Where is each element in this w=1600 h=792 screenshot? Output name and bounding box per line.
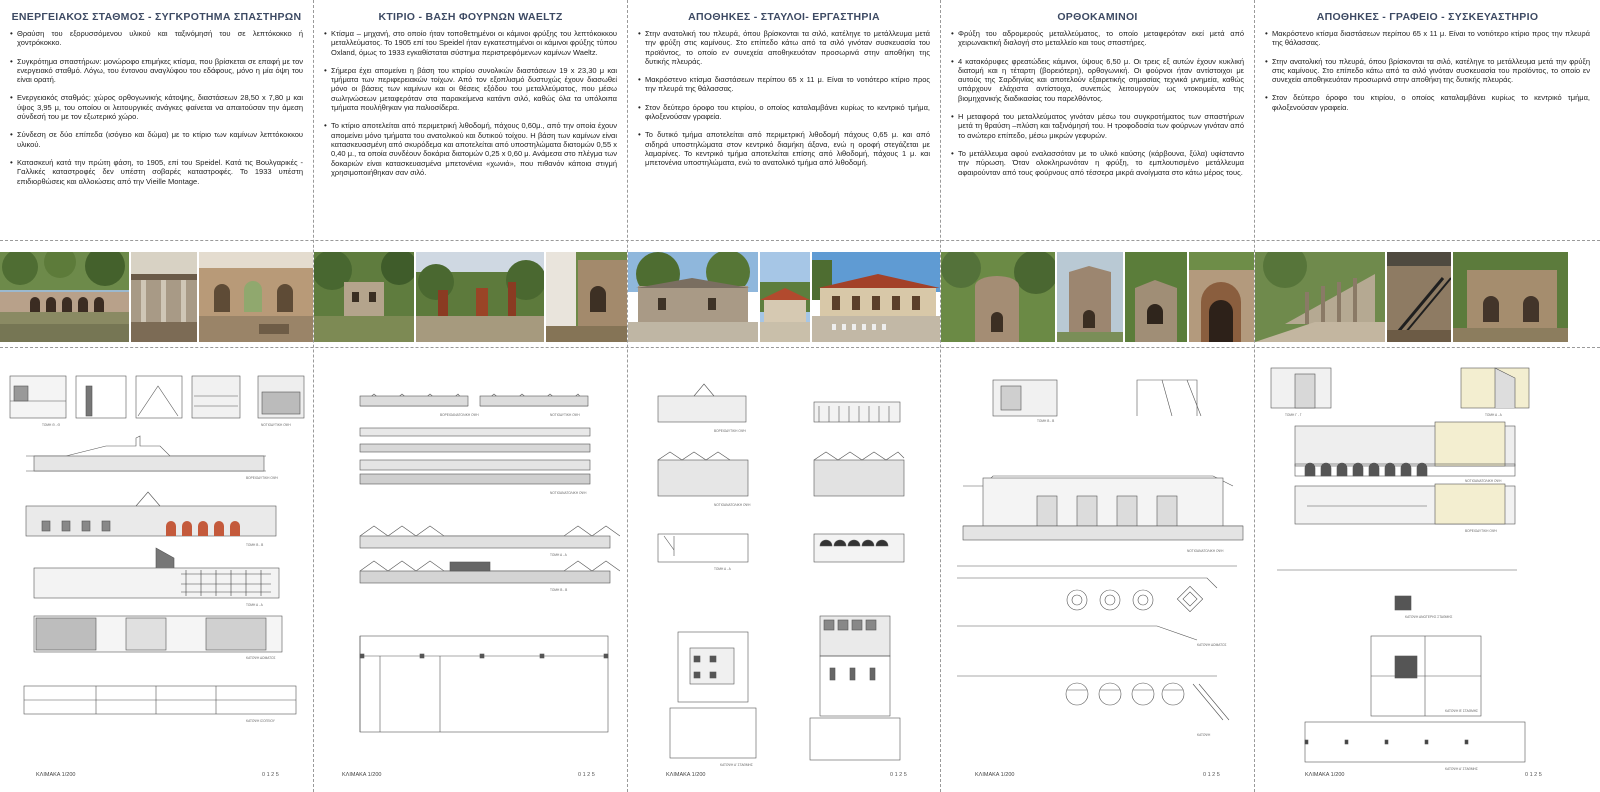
photo-kiln-remains xyxy=(416,252,544,342)
drawings-area xyxy=(6,356,306,776)
photo-kiln-green xyxy=(1125,252,1187,342)
photo-strip xyxy=(628,252,940,342)
bullet-paragraph: • Στον δεύτερο όροφο του κτιρίου, ο οποίος καταλαμβάνει κυρίως το κεντρικό τμήμα, φιλοξενούσαν γραφεία. xyxy=(1265,93,1590,112)
scale-label: ΚΛΙΜΑΚΑ 1/200 xyxy=(666,772,706,778)
scale-bar: 0 1 2 5 xyxy=(1525,772,1542,778)
bullet-paragraph: • 4 κατακόρυφες φρεατώδεις κάμινοι, ύψους 6,50 μ. Οι τρεις εξ αυτών έχουν κυκλική διατομή και η τέταρτη (βορειότερη), ορθογωνική. Οι φούρνοι ήταν αντίστοιχοι με αυτούς της Σαρδηνίας και αποτελούν εξαιρετικής σημασίας τεχνικά μνημεία, καθώς υπάρχουν ελάχιστα αντίστοιχα, συνεπώς λειτουργούν ως ντοκουμέντα της βιομηχανικής διαδικασίας του παρελθόντος. xyxy=(951,57,1244,103)
photo-kiln-opening xyxy=(1189,252,1254,342)
bullet-paragraph: • Σύνδεση σε δύο επίπεδα (ισόγειο και δώμα) με το κτίριο των καμίνων λεπτόκοκκου υλικού. xyxy=(10,130,303,149)
scale-bar: 0 1 2 5 xyxy=(890,772,907,778)
svg-text:ΚΑΤΟΨΗ ΑΝΩΤΕΡΗΣ ΣΤΑΘΜΗΣ: ΚΑΤΟΨΗ ΑΝΩΤΕΡΗΣ ΣΤΑΘΜΗΣ xyxy=(1405,615,1453,619)
architectural-drawings xyxy=(6,356,306,776)
svg-text:ΝΟΤΙΟΑΝΑΤΟΛΙΚΗ ΟΨΗ: ΝΟΤΙΟΑΝΑΤΟΛΙΚΗ ΟΨΗ xyxy=(1187,549,1224,553)
column-vertical-kilns xyxy=(941,0,1254,792)
bullet-paragraph: • Μακρόστενο κτίσμα διαστάσεων περίπου 65 x 11 μ. Είναι το νοτιότερο κτίριο προς την πλευρά της θάλασσας. xyxy=(638,75,930,94)
photo-red-roof-house xyxy=(760,252,810,342)
column-title: ΚΤΙΡΙΟ - ΒΑΣΗ ΦΟΥΡΝΩΝ WAELTZ xyxy=(378,11,563,23)
photo-interior-columns xyxy=(131,252,197,342)
svg-text:ΤΟΜΗ Α - Α: ΤΟΜΗ Α - Α xyxy=(714,567,731,571)
svg-text:ΚΑΤΟΨΗ ΔΩΜΑΤΟΣ: ΚΑΤΟΨΗ ΔΩΜΑΤΟΣ xyxy=(246,656,276,660)
column-warehouses-office xyxy=(1255,0,1600,792)
svg-text:ΚΑΤΟΨΗ: ΚΑΤΟΨΗ xyxy=(1197,733,1211,737)
photo-strip xyxy=(941,252,1254,342)
svg-text:ΝΟΤΙΟΔΥΤΙΚΗ ΟΨΗ: ΝΟΤΙΟΔΥΤΙΚΗ ΟΨΗ xyxy=(550,413,580,417)
photo-stone-warehouse xyxy=(628,252,758,342)
column-title: ΑΠΟΘΗΚΕΣ - ΓΡΑΦΕΙΟ - ΣΥΣΚΕΥΑΣΤΗΡΙΟ xyxy=(1316,11,1539,23)
architectural-drawings xyxy=(947,356,1247,776)
column-title: ΟΡΘΟΚΑΜΙΝΟΙ xyxy=(1057,11,1138,23)
photo-kiln-tower xyxy=(941,252,1055,342)
scale-bar: 0 1 2 5 xyxy=(262,772,279,778)
scale-label: ΚΛΙΜΑΚΑ 1/200 xyxy=(342,772,382,778)
bullet-paragraph: • Ενεργειακός σταθμός: χώρος ορθογωνικής κάτοψης, διαστάσεων 28,50 x 7,80 μ και ύψος 3,95 μ, του οποίου οι λειτουργικές ανάγκες φαίνεται να απαιτούσαν την άμεση σύνδεσή του με τον εξωτερικό χώρο. xyxy=(10,93,303,121)
architectural-drawings xyxy=(1265,356,1565,776)
svg-text:ΚΑΤΟΨΗ ΙΣΟΓΕΙΟΥ: ΚΑΤΟΨΗ ΙΣΟΓΕΙΟΥ xyxy=(246,719,275,723)
photo-stone-wall xyxy=(546,252,627,342)
column-title: ΑΠΟΘΗΚΕΣ - ΣΤΑΥΛΟΙ- ΕΡΓΑΣΤΗΡΙΑ xyxy=(688,11,880,23)
svg-text:ΚΑΤΟΨΗ ΔΩΜΑΤΟΣ: ΚΑΤΟΨΗ ΔΩΜΑΤΟΣ xyxy=(1197,643,1227,647)
bullet-paragraph: • Σήμερα έχει απομείνει η βάση του κτιρίου συνολικών διαστάσεων 19 x 23,30 μ και τμήματα των περιφερειακών τοίχων. Από τον εξοπλισμό δυστυχώς έχουν διασωθεί μόνο οι βάσεις των καμίνων και οι θέσεις εξόδου του μεταλλεύματος, που μέσω σωληνώσεων μεταφερόταν στα παρακείμενα κατάντι σιλό, καθώς όλα τα υπόλοιπα τμήματα πουλήθηκαν για παλιοσίδερα. xyxy=(324,66,617,112)
svg-text:ΤΟΜΗ Β - Β: ΤΟΜΗ Β - Β xyxy=(246,543,264,547)
drawings-area xyxy=(634,356,934,776)
svg-text:ΚΑΤΟΨΗ Α' ΣΤΑΘΜΗΣ: ΚΑΤΟΨΗ Α' ΣΤΑΘΜΗΣ xyxy=(1445,767,1478,771)
svg-text:ΤΟΜΗ Θ - Θ: ΤΟΜΗ Θ - Θ xyxy=(42,423,61,427)
svg-text:ΤΟΜΗ Β - Β: ΤΟΜΗ Β - Β xyxy=(550,588,568,592)
svg-text:ΤΟΜΗ Γ - Γ: ΤΟΜΗ Γ - Γ xyxy=(1285,413,1302,417)
svg-text:ΝΟΤΙΟΑΝΑΤΟΛΙΚΗ ΟΨΗ: ΝΟΤΙΟΑΝΑΤΟΛΙΚΗ ΟΨΗ xyxy=(1465,479,1502,483)
svg-text:ΝΟΤΙΟΑΝΑΤΟΛΙΚΗ ΟΨΗ: ΝΟΤΙΟΑΝΑΤΟΛΙΚΗ ΟΨΗ xyxy=(550,491,587,495)
svg-text:ΚΑΤΟΨΗ Α' ΣΤΑΘΜΗΣ: ΚΑΤΟΨΗ Α' ΣΤΑΘΜΗΣ xyxy=(720,763,753,767)
photo-overgrown-building xyxy=(314,252,414,342)
column-warehouses-stables xyxy=(628,0,940,792)
svg-text:ΒΟΡΕΙΟΑΝΑΤΟΛΙΚΗ ΟΨΗ: ΒΟΡΕΙΟΑΝΑΤΟΛΙΚΗ ΟΨΗ xyxy=(440,413,479,417)
bullet-paragraph: • Συγκρότημα σπαστήρων: μονώροφο επιμήκες κτίσμα, που βρίσκεται σε επαφή με τον ενεργειακό σταθμό. Λόγω, του έντονου αναγλύφου του εδάφους, μόνο η μία όψη του είναι ορατή. xyxy=(10,57,303,85)
svg-text:ΒΟΡΕΙΟΔΥΤΙΚΗ ΟΨΗ: ΒΟΡΕΙΟΔΥΤΙΚΗ ΟΨΗ xyxy=(1465,529,1497,533)
photo-kiln-side xyxy=(1057,252,1123,342)
column-title: ΕΝΕΡΓΕΙΑΚΟΣ ΣΤΑΘΜΟΣ - ΣΥΓΚΡΟΤΗΜΑ ΣΠΑΣΤΗΡΩΝ xyxy=(11,11,302,23)
photo-arched-ruin xyxy=(0,252,129,342)
photo-steel-stair xyxy=(1387,252,1451,342)
bullet-paragraph: • Το δυτικό τμήμα αποτελείται από περιμετρική λιθοδομή πάχους 0,65 μ. και από σιδηρά υποστηλώματα στον κεντρικό διαμήκη άξονα, ενώ η οροφή στεγάζεται με λαμαρίνες. Το κεντρικό τμήμα αποτελείται επίσης από λιθοδομή, πάχους 1 μ. και μπετονένια υποστηλώματα, ενώ το ανατολικό τμήμα από λιθοδομή. xyxy=(638,130,930,167)
bullet-paragraph: • Στην ανατολική του πλευρά, όπου βρίσκονται τα σιλό, κατέληγε το μετάλλευμα μετά την φρύξη στις καμίνους. Στο επίπεδο κάτω από τα σιλό γινόταν συσκευασία του προϊόντος, το οποίο εν συνεχεία αποθηκευόταν προσωρινά στην αποθήκη της δυτικής πλευράς. xyxy=(1265,57,1590,85)
svg-text:ΒΟΡΕΙΟΔΥΤΙΚΗ ΟΨΗ: ΒΟΡΕΙΟΔΥΤΙΚΗ ΟΨΗ xyxy=(246,476,278,480)
column-text xyxy=(638,29,930,177)
svg-text:ΤΟΜΗ Α - Α: ΤΟΜΗ Α - Α xyxy=(550,553,567,557)
column-text xyxy=(10,29,303,195)
photo-restored-building xyxy=(812,252,940,342)
bullet-paragraph: • Η μεταφορά του μεταλλεύματος γινόταν μέσω του συγκροτήματος των σπαστήρων μετά τη θραύση –πλύση και ταξινόμησή του. Η τροφοδοσία των φούρνων γινόταν από το ανώτερο επίπεδο, μέσω μικρών γεφυρών. xyxy=(951,112,1244,140)
bullet-paragraph: • Στην ανατολική του πλευρά, όπου βρίσκονται τα σιλό, κατέληγε το μετάλλευμα μετά την φρύξη στις καμίνους. Στο επίπεδο κάτω από τα σιλό γινόταν συσκευασία του προϊόντος, το οποίο εν συνεχεία αποθηκευόταν προσωρινά στην αποθήκη της δυτικής πλευράς. xyxy=(638,29,930,66)
bullet-paragraph: • Θραύση του εξορυσσόμενου υλικού και ταξινόμησή του σε λεπτόκοκκο ή χοντρόκοκκο. xyxy=(10,29,303,48)
photo-strip xyxy=(1255,252,1568,342)
bullet-paragraph: • Φρύξη του αδρομερούς μεταλλεύματος, το οποίο μεταφερόταν εκεί μετά από χειρωνακτική διαλογή στο μεταλλείο και τους σπαστήρες. xyxy=(951,29,1244,48)
bullet-paragraph: • Μακρόστενο κτίσμα διαστάσεων περίπου 65 x 11 μ. Είναι το νοτιότερο κτίριο προς την πλευρά της θάλασσας. xyxy=(1265,29,1590,48)
scale-label: ΚΛΙΜΑΚΑ 1/200 xyxy=(1305,772,1345,778)
architectural-drawings xyxy=(634,356,934,776)
column-text xyxy=(951,29,1244,186)
svg-text:ΤΟΜΗ Α - Α: ΤΟΜΗ Α - Α xyxy=(246,603,263,607)
svg-text:ΚΑΤΟΨΗ Β' ΣΤΑΘΜΗΣ: ΚΑΤΟΨΗ Β' ΣΤΑΘΜΗΣ xyxy=(1445,709,1478,713)
photo-strip xyxy=(0,252,313,342)
column-text xyxy=(324,29,617,186)
scale-bar: 0 1 2 5 xyxy=(578,772,595,778)
bullet-paragraph: • Στον δεύτερο όροφο του κτιρίου, ο οποίος καταλαμβάνει κυρίως το κεντρικό τμήμα, φιλοξενούσαν γραφεία. xyxy=(638,103,930,122)
drawings-area xyxy=(320,356,620,776)
bullet-paragraph: • Κτίσμα – μηχανή, στο οποίο ήταν τοποθετημένοι οι κάμινοι φρύξης του λεπτόκοκκου μεταλλεύματος. Το 1905 επί του Speidel ήταν εγκατεστημένοι οι κάμινοι φρύξης τύπου Oxland, όμως το 1933 εγκαθίσταται σύστημα περιστρεφόμενων καμίνων Waeltz. xyxy=(324,29,617,57)
photo-strip xyxy=(314,252,627,342)
drawings-area xyxy=(947,356,1247,776)
photo-stone-facade xyxy=(1453,252,1568,342)
svg-text:ΝΟΤΙΟΔΥΤΙΚΗ ΟΨΗ: ΝΟΤΙΟΔΥΤΙΚΗ ΟΨΗ xyxy=(261,423,291,427)
scale-bar: 0 1 2 5 xyxy=(1203,772,1220,778)
architectural-drawings xyxy=(320,356,620,776)
bullet-paragraph: • Το κτίριο αποτελείται από περιμετρική λιθοδομή, πάχους 0,60μ., από την οποία έχουν απομείνει μόνο τμήματα του ανατολικού και δυτικού τοίχου. Η βάση των καμίνων είναι κατασκευασμένη από σκυρόδεμα και αποτελείται από υποστηλώματα διατομών 0,55 x 0,40 μ., τα οποία συνδέουν δοκάρια διατομών 0,25 x 0,60 μ. Ανάμεσα στο πλέγμα των δοκαριών είναι κατασκευασμένα μπετονένια «χωνιά», που πιθανόν κάποια στιγμή χρησιμοποιήθηκαν σαν σιλό. xyxy=(324,121,617,177)
bullet-paragraph: • Το μετάλλευμα αφού εναλασσόταν με το υλικό καύσης (κάρβουνα, ξύλα) υφίσταντο την πύρωση. Όταν ολοκληρωνόταν η φρύξη, το εμπλουτισμένο μετάλλευμα αφαιρούνταν από τους φούρνους από τέσσερα μικρά ανοίγματα στο κάτω μέρος τους. xyxy=(951,149,1244,177)
column-power-station xyxy=(0,0,313,792)
svg-text:ΤΟΜΗ Α - Α: ΤΟΜΗ Α - Α xyxy=(1485,413,1502,417)
scale-label: ΚΛΙΜΑΚΑ 1/200 xyxy=(975,772,1015,778)
column-waeltz-kilns xyxy=(314,0,627,792)
scale-label: ΚΛΙΜΑΚΑ 1/200 xyxy=(36,772,76,778)
column-text xyxy=(1265,29,1590,121)
bullet-paragraph: • Κατασκευή κατά την πρώτη φάση, το 1905, επί του Speidel. Κατά τις Βουλγαρικές - Γαλλικές καταστροφές δεν υπέστη σοβαρές καταστροφές. Το 1933 υπέστη επιδιορθώσεις και αλλοιώσεις από την Vieille Montage. xyxy=(10,158,303,186)
svg-text:ΝΟΤΙΟΑΝΑΤΟΛΙΚΗ ΟΨΗ: ΝΟΤΙΟΑΝΑΤΟΛΙΚΗ ΟΨΗ xyxy=(714,503,751,507)
photo-colonnade-path xyxy=(1255,252,1385,342)
svg-text:ΤΟΜΗ Β - Β: ΤΟΜΗ Β - Β xyxy=(1037,419,1055,423)
svg-text:ΒΟΡΕΙΟΔΥΤΙΚΗ ΟΨΗ: ΒΟΡΕΙΟΔΥΤΙΚΗ ΟΨΗ xyxy=(714,429,746,433)
photo-roofless-hall xyxy=(199,252,313,342)
drawings-area xyxy=(1265,356,1565,776)
